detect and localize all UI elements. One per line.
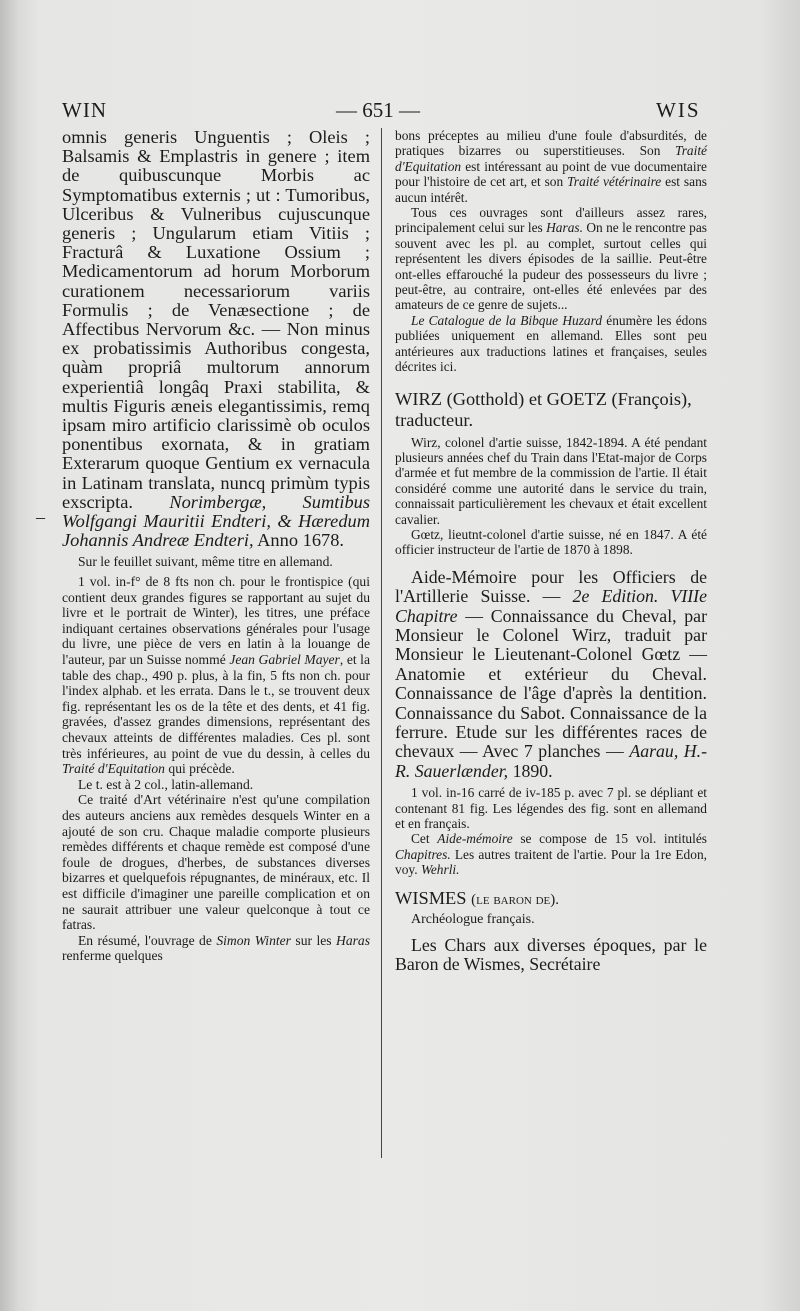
header-right: WIS	[656, 98, 701, 122]
column-divider	[381, 128, 382, 1158]
entry-heading-wirz: WIRZ (Gotthold) et GOETZ (François), traducteur.	[395, 388, 692, 430]
collation-paragraph: 1 vol. in-16 carré de iv-185 p. avec 7 pl. se dépliant et contenant 81 fig. Les légendes des fig. sont en allemand et en français.	[395, 785, 707, 832]
imprint: Norimbergæ, Sumtibus Wolfgangi Mauritii Endteri, & Hæredum Johannis Andreæ Endteri,	[62, 491, 370, 551]
header-left: WIN	[62, 98, 107, 122]
margin-mark: –	[36, 507, 45, 527]
note-paragraph: Cet Aide-mémoire se compose de 15 vol. intitulés Chapitres. Les autres traitent de l'artie. Pour la 1re Edon, voy. Wehrli.	[395, 831, 707, 878]
biography-paragraph: Wirz, colonel d'artie suisse, 1842-1894. A été pendant plusieurs années chef du Train dans l'Etat-major de Corps d'armée et fut membre de la commission de l'artie. Il était considéré comme une autorité dans le service du train, connaissait particulièrement les chevaux et était excellent cavalier.	[395, 434, 707, 527]
catalogue-paragraph: Le Catalogue de la Bibque Huzard énumère les édons publiées uniquement en allemand. Elles sont peu antérieures aux traductions latines et françaises, seules décrites ici.	[395, 312, 707, 375]
commentary-paragraph: Ce traité d'Art vétérinaire n'est qu'une compilation des auteurs anciens aux remèdes desquels Winter en a ajouté de son cru. Chaque maladie comporte plusieurs remèdes différents et chaque remède est composé d'une foule de drogues, d'herbes, de substances diverses bizarres et quelquefois répugnantes, de minéraux, etc. Il est difficile d'imaginer une pareille complication et on ne saurait attribuer une valeur quelconque à tout ce fatras.	[62, 792, 370, 933]
commentary-paragraph: Tous ces ouvrages sont d'ailleurs assez rares, principalement celui sur les Haras. On ne le rencontre pas souvent avec les pl. au complet, surtout celles qui représentent les divers épisodes de la saillie. Peut-être ont-elles effarouché la pudeur des possesseurs du livre ; peut-être, au contraire, ont-elles été enlevées par des amateurs de ce genre de sujets...	[395, 205, 707, 313]
summary-paragraph: En résumé, l'ouvrage de Simon Winter sur les Haras renferme quelques	[62, 932, 370, 964]
biography-paragraph: Gœtz, lieutnt-colonel d'artie suisse, né en 1847. A été officier instructeur de l'artie de 1870 à 1898.	[395, 526, 707, 558]
running-header	[0, 98, 800, 128]
book-title: Aide-Mémoire pour les Officiers de l'Artillerie Suisse. — 2e Edition. VIIIe Chapitre — Connaissance du Cheval, par Monsieur le Colonel Wirz, traduit par Monsieur le Lieutenant-Colonel Gœtz — Anatomie et extérieur du Cheval. Connaissance de l'âge d'après la dentition. Connaissance du Sabot. Connaissance de la ferrure. Etude sur les différentes races de chevaux — Avec 7 planches — Aarau, H.-R. Sauerlænder, 1890.	[395, 566, 708, 781]
note-paragraph: Sur le feuillet suivant, même titre en allemand.	[78, 554, 333, 570]
book-title: Les Chars aux diverses époques, par le Baron de Wismes, Secrétaire	[395, 934, 707, 975]
right-column	[395, 128, 707, 974]
commentary-paragraph: bons préceptes au milieu d'une foule d'absurdités, de pratiques bizarres ou superstitieuses. Son Traité d'Equitation est intéressant au point de vue documentaire pour l'histoire de cet art, et son Traité vétérinaire est sans aucun intérêt.	[395, 128, 707, 205]
entry-heading-wismes: WISMES (le baron de).	[395, 887, 559, 908]
page-number: — 651 —	[336, 98, 420, 122]
collation-paragraph: 1 vol. in-f° de 8 fts non ch. pour le frontispice (qui contient deux grandes figures se rapportant au sujet du livre et le portrait de Winter), les titres, une préface indiquant certaines observations générales pour l'usage du livre, une pièce de vers en latin à la louange de l'auteur, par un Suisse nommé Jean Gabriel Mayer, et la table des chap., 490 p. plus, à la fin, 5 fts non ch. pour l'index alphab. et les errata. Dans le t., se trouvent deux fig. représentant les os de la tête et des dents, et 41 fig. gravées, d'assez grandes dimensions, représentant des chevaux atteints de différentes maladies. Ces pl. sont très inférieures, au point de vue du dessin, à celles du Traité d'Equitation qui précède.	[62, 574, 370, 777]
left-column	[62, 128, 370, 964]
note-paragraph: Le t. est à 2 col., latin-allemand.	[78, 776, 254, 792]
author-description: Archéologue français.	[411, 911, 535, 927]
title-continuation: omnis generis Unguentis ; Oleis ; Balsamis & Emplastris in genere ; item de quibuscunque Morbis ac Symptomatibus externis ; ut : Tumoribus, Ulceribus & Vulneribus cujuscunque generis ; Ungularum etiam Vitiis ; Fracturâ & Luxatione Ossium ; Medicamentorum ad horum Morborum curationem necessariorum variis Formulis ; de Venæsectione ; de Affectibus Nervorum &c. — Non minus ex probatissimis Authoribus congesta, quàm propriâ multorum annorum experientiâ longâq Praxi stabilita, & multis Figuris æneis elegantissimis, remq ipsam miro artificio clarissimè ob oculos ponentibus exornata, & in gratiam Exterarum quoque Gentium ex vernacula in Latinam translata, nuncq primùm typis exscripta. Norimbergæ, Sumtibus Wolfgangi Mauritii Endteri, & Hæredum Johannis Andreæ Endteri, Anno 1678.	[62, 127, 370, 551]
